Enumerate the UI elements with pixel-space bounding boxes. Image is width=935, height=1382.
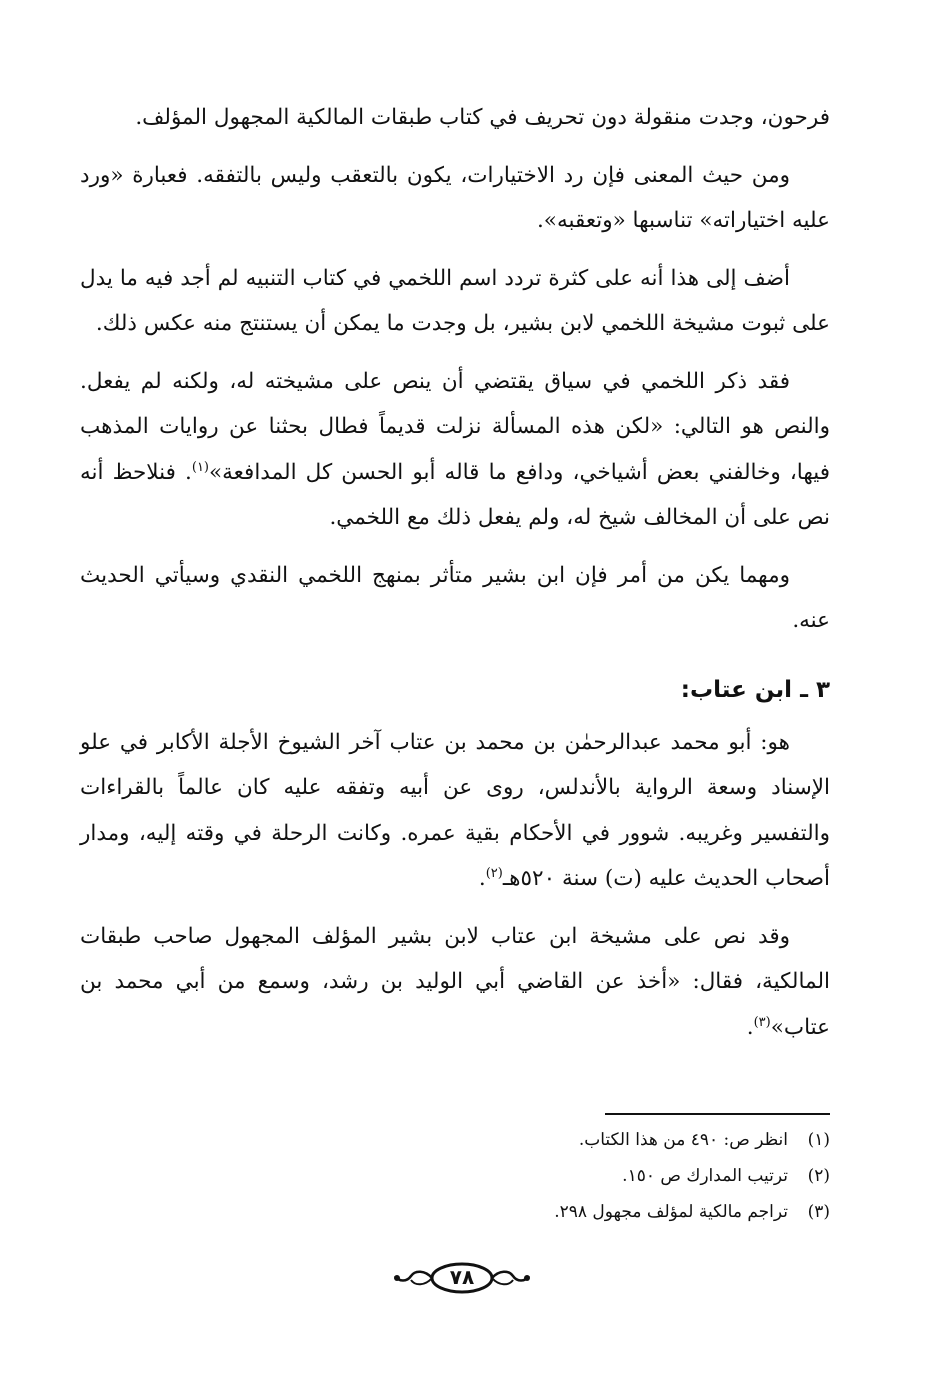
paragraph-5-text: ومهما يكن من أمر فإن ابن بشير متأثر بمنهج اللخمي النقدي وسيأتي الحديث عنه.: [80, 562, 830, 633]
page-body: [80, 95, 830, 1062]
footnote-ref-1: (١): [191, 459, 209, 475]
paragraph-4-text-cont: . فنلاحظ أنه نص على أن المخالف شيخ له، ولم يفعل ذلك مع اللخمي.: [80, 459, 830, 530]
footnote-text: تراجم مالكية لمؤلف مجهول ٢٩٨.: [554, 1202, 788, 1222]
footnotes: [130, 1122, 830, 1230]
paragraph-4: [80, 359, 830, 541]
paragraph-3: [80, 256, 830, 347]
paragraph-4-text: فقد ذكر اللخمي في سياق يقتضي أن ينص على مشيخته له، ولكنه لم يفعل. والنص هو التالي: «لكن هذه المسألة نزلت قديماً فطال بحثنا عن روايات المذهب فيها، وخالفني بعض أشياخي، ودافع ما قاله أبو الحسن كل المدافعة»: [80, 368, 831, 485]
paragraph-5: [80, 553, 830, 644]
footnote-number: (٣): [807, 1202, 830, 1222]
paragraph-7-text-cont: .: [746, 1014, 754, 1040]
paragraph-2: [80, 153, 830, 244]
paragraph-6-text-cont: .: [478, 866, 486, 891]
footnote-number: (١): [807, 1130, 830, 1150]
paragraph-7-text: وقد نص على مشيخة ابن عتاب لابن بشير المؤلف المجهول صاحب طبقات المالكية، فقال: «أخذ عن القاضي أبي الوليد بن رشد، وسمع من أبي محمد بن عتاب»: [80, 923, 830, 1040]
paragraph-1: [80, 95, 830, 141]
paragraph-1-text: فرحون، وجدت منقولة دون تحريف في كتاب طبقات المالكية المجهول المؤلف.: [135, 105, 830, 130]
footnote-number: (٢): [807, 1166, 830, 1186]
footnote-ref-2: (٢): [485, 865, 503, 881]
footnote-item: [130, 1158, 830, 1194]
paragraph-7: [80, 914, 830, 1051]
footnote-divider: [605, 1113, 830, 1115]
footnote-text: انظر ص: ٤٩٠ من هذا الكتاب.: [578, 1130, 788, 1150]
paragraph-3-text: أضف إلى هذا أنه على كثرة تردد اسم اللخمي في كتاب التنبيه لم أجد فيه ما يدل على ثبوت مشيخة اللخمي لابن بشير، بل وجدت ما يمكن أن يستنتج منه عكس ذلك.: [80, 265, 830, 336]
paragraph-2-text: ومن حيث المعنى فإن رد الاختيارات، يكون بالتعقب وليس بالتفقه. فعبارة «ورد عليه اختياراته» تناسبها «وتعقبه».: [80, 162, 830, 233]
footnote-text: ترتيب المدارك ص ١٥٠.: [622, 1166, 788, 1186]
page-number: ٧٨: [449, 1265, 475, 1289]
paragraph-6-text: هو: أبو محمد عبدالرحمٰن بن محمد بن عتاب آخر الشيوخ الأجلة الأكابر في علو الإسناد وسعة الرواية بالأندلس، روى عن أبيه وتفقه عليه كان عالماً بالقراءات والتفسير وغريبه. شوور في الأحكام بقية عمره. وكانت الرحلة في وقته إليه، ومدار أصحاب الحديث عليه (ت) سنة ٥٢٠هـ: [80, 729, 830, 891]
section-heading: ٣ ـ ابن عتاب:: [680, 676, 830, 703]
paragraph-6: [80, 720, 830, 902]
page-number-ornament: [387, 1258, 537, 1298]
footnote-ref-3: (٣): [753, 1014, 771, 1030]
footnote-item: [130, 1194, 830, 1230]
footnote-item: [130, 1122, 830, 1158]
